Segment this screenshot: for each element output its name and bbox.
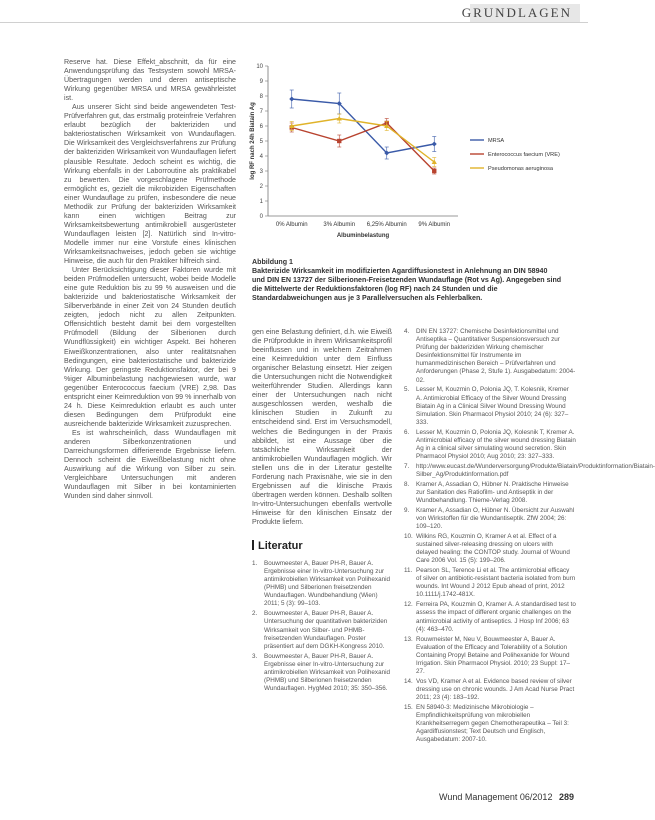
section-title: GRUNDLAGEN <box>461 5 572 20</box>
paragraph: Aus unserer Sicht sind beide angewendeten Test-Prüfverfahren gut, das erstmalig proteinfreie Verfahren erlaubt bezüglich der bakteriziden und bakteriostatischen Wirksamkeit von Wundauflagen. Die Wirksamkeit des Vergleichsverfahrens zur Prüfung der bakteriziden Wirksamkeit von Wundauflagen liefert plausible Resultate. Jedoch scheint es wichtig, die Wirkung ebenfalls in der Laborroutine als praktikabel zu bewerten. Die vorgeschlagene Prüfmethode ermöglicht es, gezielt die mikrobiziden Eigenschaften einer Wundauflage zu prüfen, insbesondere die neue Methodik zur Prüfung der bakteriziden Wirksamkeit kann einen wichtigen Beitrag zur Wirksamkeitsbewertung antimikrobiell ausgerüsteter Wundauflagen leisten [2]. Natürlich sind In-vitro-Modelle immer nur eine Vorstufe eines klinischen Wirksamkeitsnachweises, jedoch geben sie wichtige Hinweise, die auch für den Praktiker hilfreich sind. <box>64 103 236 266</box>
legend-label: Enterococcus faecium (VRE) <box>488 152 560 159</box>
line-chart <box>246 62 576 252</box>
reference-text: http://www.eucast.de/Wunderversorgung/Produkte/Biatain/Produktinformation/Biatain-Silber_Ag/Produktinformation.pdf <box>416 462 655 478</box>
header-divider <box>0 22 588 23</box>
reference-list-left <box>252 560 394 695</box>
literature-heading <box>252 540 303 552</box>
y-tick-label: 9 <box>259 79 263 86</box>
paragraph: gen eine Belastung definiert, d.h. wie Eiweiß die Prüfprodukte in ihrem Wirksamkeitsprofil beeinflussen und in welchem Zeitrahmen eine Keimreduktion unter dem Einfluss organischer Belastung einsetzt. Hier zeigen die Untersuchungen nicht die Notwendigkeit weiterführender Studien. Allerdings kann einer der Untersuchungen nach nicht ausgeschlossen werden, weshalb die klinischen Studien in Zukunft zu entscheidend sind. Erst im Versuchsmodell, welches die Bedingungen in der Praxis abbildet, ist eine Aussage über die tatsächliche Wirksamkeit der antimikrobiellen Wundauflagen möglich. Wir stellen uns die in der Literatur gestellte Forderung nach Praxisnähe, wie sie in den Ergebnissen auf die klinische Praxis übertragen werden können. Deshalb sollten In-vitro-Untersuchungen ebenfalls wertvolle Hinweise für den klinischen Einsatz der Produkte liefern. <box>252 328 392 526</box>
y-tick-label: 7 <box>259 109 263 116</box>
y-tick-label: 6 <box>259 124 263 131</box>
reference-number: 2. <box>252 610 258 618</box>
y-tick-label: 10 <box>256 64 263 71</box>
reference-item <box>404 386 576 426</box>
heading-marker <box>252 540 254 550</box>
figure-chart <box>246 62 576 252</box>
x-axis-label: Albuminbelastung <box>336 233 390 239</box>
reference-number: 14. <box>404 677 413 685</box>
x-tick-label: 3% Albumin <box>323 222 356 228</box>
reference-number: 12. <box>404 601 413 609</box>
reference-item <box>404 533 576 565</box>
reference-item <box>252 560 394 609</box>
reference-item <box>404 462 655 479</box>
figure-label: Abbildung 1 <box>252 258 293 266</box>
column-left <box>64 58 236 501</box>
y-tick-label: 2 <box>259 184 263 191</box>
column-middle <box>252 328 392 527</box>
y-tick-label: 3 <box>259 169 263 176</box>
reference-number: 11. <box>404 567 413 575</box>
reference-item <box>404 507 576 531</box>
section-header <box>461 4 580 22</box>
reference-text: Wilkins RG, Kouzmin O, Kramer A et al. Effect of a sustained silver-releasing dressing on ulcers with delayed healing: the CONTOP study. Journal of Wound Care 2006 Vol. 15 (5): 199–206. <box>416 533 570 565</box>
series-line-1 <box>292 123 435 171</box>
reference-item <box>404 678 576 702</box>
reference-item <box>252 610 394 650</box>
reference-number: 5. <box>404 386 410 394</box>
reference-item <box>404 567 576 599</box>
reference-number: 3. <box>252 652 258 660</box>
figure-caption <box>252 258 562 303</box>
y-tick-label: 4 <box>259 154 263 161</box>
reference-item <box>404 429 576 461</box>
reference-item <box>404 328 576 385</box>
journal-name: Wund Management 06/2012 <box>439 792 553 802</box>
reference-text: Bouwmeester A, Bauer PH-R, Bauer A. Untersuchung der quantitativen bakteriziden Wirksamkeit von Silber- und PHMB-freisetzenden Wundauflagen. Poster präsentiert auf dem DGKH-Kongress 2010. <box>264 610 388 650</box>
reference-text: Kramer A, Assadian O, Hübner N. Übersicht zur Auswahl von Wirkstoffen für die Wundantiseptik. ZfW 2004; 26: 109–120. <box>416 506 575 531</box>
reference-text: Bouwmeester A, Bauer PH-R, Bauer A. Ergebnisse einer In-vitro-Untersuchung zur antimikrobiellen Wirksamkeit von Polihexanid (PHMB) und Silberionen freisetzenden Wundauflagen. Wundbehandlung (Wien) 2011; 5 (3): 99–103. <box>264 560 390 608</box>
reference-list-right <box>404 328 655 746</box>
reference-text: Bouwmeester A, Bauer PH-R, Bauer A. Ergebnisse einer In-vitro-Untersuchung zur antimikrobiellen Wirksamkeit von Polihexanid (PHMB) und Silberionen freisetzenden Wundauflagen. HygMed 2010; 35: 350–356. <box>264 652 390 692</box>
reference-number: 4. <box>404 328 410 335</box>
literature-heading-text: Literatur <box>258 540 303 552</box>
page-number: 289 <box>558 792 574 802</box>
reference-item <box>404 481 576 505</box>
paragraph: Unter Berücksichtigung dieser Faktoren wurde mit beiden Prüfmodellen untersucht, wobei beide Modelle eine gute Reduktion bis zu 99 % ausweisen und die bakterizide und bakteriostatische Wirksamkeit der Silberverbände in einer Zeit von 24 Stunden deutlich zeigten, jedoch nicht zu allen Zeitpunkten. Offensichtlich besteht damit bei dem vorgestellten Prüfmodell (Bildung der Silberionen durch Wundflüssigkeit) ein wichtiger Aspekt. Bei höheren Eiweißkonzentrationen, also unter realitätsnahen Bedingungen, eine bakteriostatische und bakterizide Wirkung. Der geringste Reduktionsfaktor, der bei 9 %iger Albuminbelastung nachgewiesen wurde, war gegenüber Enterococcus faecium (VRE) 2,98. Das entspricht einer Keimreduktion von 99 % innerhalb von 24 h. Diese Keimreduktion erlaubt es auch unter diesen Bedingungen dem Prüfprodukt eine ausreichende bakterizide Wirksamkeit zuzusprechen. <box>64 266 236 428</box>
y-tick-label: 5 <box>259 139 263 146</box>
reference-item <box>404 636 576 676</box>
reference-number: 7. <box>404 462 410 470</box>
reference-text: Pearson SL, Terence Li et al. The antimicrobial efficacy of silver on antibiotic-resistant bacteria isolated from burn wounds. Int Wound J 2012 Epub ahead of print, 2012 10.1111/j.1742-481X. <box>416 567 576 599</box>
x-tick-label: 0% Albumin <box>275 222 308 228</box>
legend-label: MRSA <box>488 138 505 145</box>
reference-text: Lesser M, Kouzmin O, Polonia JQ, Kolesnik T, Kremer A. Antimicrobial efficacy of the silver wound dressing Biatain Ag in a clinical silver simulating wound secretion. Skin Pharmacol Physiol 2010; Aug 2010; 23: 327–333. <box>416 428 576 460</box>
legend-label: Pseudomonas aeruginosa <box>488 166 553 173</box>
reference-text: Lesser M, Kouzmin O, Polonia JQ, T. Kolesnik, Kremer A. Antimicrobial Efficacy of the Silver Wound Dressing Biatain Ag in a Clinical Silver Wound Dressing Wound Simulation. Skin Pharmacol Physiol 2010; 24 (6): 327–333. <box>416 386 569 426</box>
series-line-0 <box>292 99 435 153</box>
data-point <box>432 169 436 173</box>
data-point <box>337 139 341 143</box>
data-point <box>432 142 437 147</box>
figure-caption-text: Bakterizide Wirksamkeit im modifizierten Agardiffusionstest in Anlehnung an DIN 58940 und DIN EN 13727 der Silberionen-Freisetzenden Wundauflage (Rot vs Ag). Angegeben sind die Mittelwerte der Reduktionsfaktoren (log RF) nach 24 Stunden und die Standardabweichungen aus je 3 Parallelversuchen als Fehlerbalken. <box>252 267 562 303</box>
reference-text: Vos VD, Kramer A et al. Evidence based review of silver dressing use on chronic wounds. J Am Acad Nurse Pract 2011; 23 (4): 183–192. <box>416 677 575 701</box>
y-tick-label: 8 <box>259 94 263 101</box>
reference-number: 10. <box>404 533 413 541</box>
reference-item <box>404 601 576 633</box>
y-tick-label: 1 <box>259 199 263 206</box>
y-axis-label: log RF nach 24h Biatain Ag <box>250 102 256 180</box>
reference-number: 1. <box>252 560 258 567</box>
reference-text: Kramer A, Assadian O, Hübner N. Praktische Hinweise zur Sanitation des Ratiofilm- und Antiseptik in der Wundbehandlung. Thieme-Verlag 2008. <box>416 480 569 505</box>
reference-number: 8. <box>404 480 410 488</box>
paragraph: Reserve hat. Diese Effekt_abschnitt, da für eine Anwendungsprüfung das Testsystem sowohl MRSA-Übertragungen werden und deren antiseptische Wirkung gegenüber MRSA und MRSA gewährleistet ist. <box>64 58 236 103</box>
reference-item <box>404 704 576 744</box>
reference-text: EN 58940-3: Medizinische Mikrobiologie – Empfindlichkeitsprüfung von mikrobiellen Krankheitserregern gegen Chemotherapeutika – Teil 3: Agardiffusionstest; Text Deutsch und Englisch, Ausgabedatum: 2007-10. <box>416 703 569 744</box>
reference-item <box>252 653 394 693</box>
reference-number: 6. <box>404 428 410 436</box>
paragraph: Es ist wahrscheinlich, dass Wundauflagen mit anderen Silberkonzentrationen und Darreichungsformen differierende Ergebnisse liefern. Dennoch scheint die Eiweißbelastung nicht ohne Auswirkung auf die Wirkung von Silber zu sein. Vergleichbare Untersuchungen mit anderen Wundauflagen mit Silber in bei kontaminierten Wunden sind daher sinnvoll. <box>64 428 236 501</box>
x-tick-label: 6,25% Albumin <box>366 222 407 228</box>
page-footer <box>439 792 574 802</box>
data-point <box>289 97 294 102</box>
series-line-2 <box>292 119 435 163</box>
reference-text: Ferreira PA, Kouzmin O, Kramer A. A standardised test to assess the impact of different organic challenges on the antimicrobial activity of antiseptics. J Hosp Inf 2006; 63 (4): 463–470. <box>416 601 576 633</box>
x-tick-label: 9% Albumin <box>418 222 451 228</box>
y-tick-label: 0 <box>259 214 263 221</box>
reference-number: 9. <box>404 506 410 514</box>
reference-text: Rouwmeister M, Neu V, Bouwmeester A, Bauer A. Evaluation of the Efficacy and Tolerability of a Solution Containing Propyl Betaine and Polihexanide for Wound Irrigation. Skin Pharmacol Physiol. 2010; 23 Suppl: 17–27. <box>416 635 571 675</box>
reference-number: 13. <box>404 635 413 643</box>
reference-number: 15. <box>404 703 413 711</box>
reference-text: DIN EN 13727: Chemische Desinfektionsmittel und Antiseptika – Quantitativer Suspensionsversuch zur Prüfung der bakteriziden Wirkung chemischer Desinfektionsmittel für Instrumente im humanmedizinischen Bereich – Prüfverfahren und Anforderungen (Phase 2, Stufe 1). Ausgabedatum: 2004-02. <box>416 328 576 384</box>
